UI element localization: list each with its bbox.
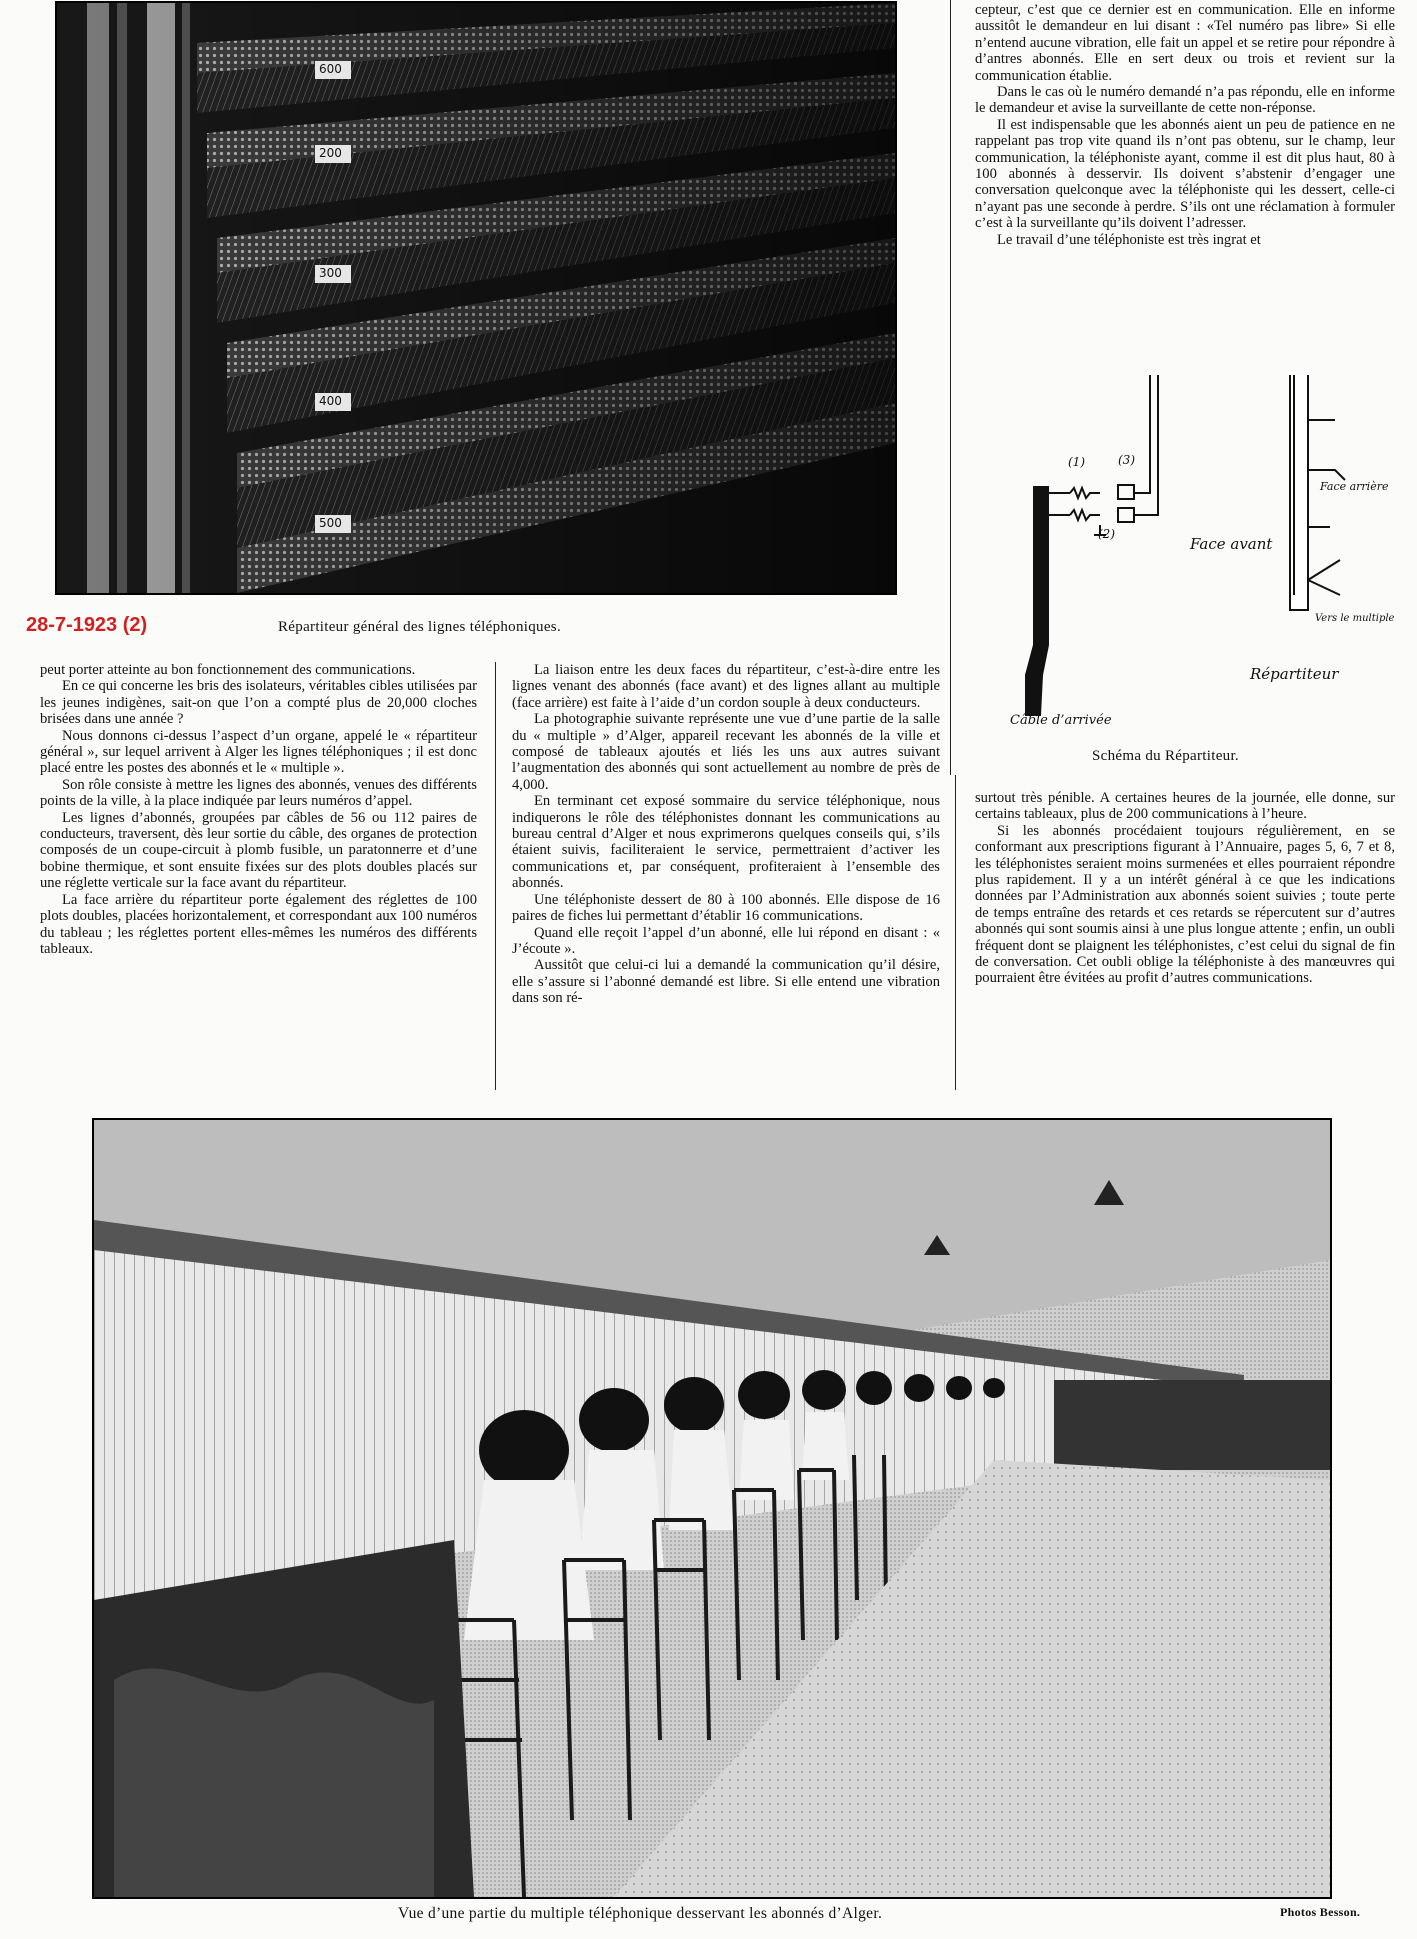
paragraph: Aussitôt que celui-ci lui a demandé la communication qu’il désire, elle s’assure si l’abonné demandé est libre. Si elle entend une vibration dans son ré- — [512, 957, 940, 1007]
text-column-1 — [40, 662, 477, 957]
photo-credit: Photos Besson. — [1280, 1905, 1361, 1919]
diagram-drawing — [990, 375, 1410, 735]
text-column-top-right — [975, 2, 1395, 248]
column-rule — [955, 775, 956, 1090]
diagram-label-1: (1) — [1068, 455, 1085, 469]
plate-label: 400 — [319, 394, 342, 408]
multiple-photo-drawing — [94, 1120, 1330, 1897]
photo-caption: Vue d’une partie du multiple téléphonique desservant les abonnés d’Alger. — [398, 1905, 883, 1922]
paragraph: surtout très pénible. A certaines heures de la journée, elle donne, sur certains tableaux, plus de 200 communications à l’heure. — [975, 790, 1395, 823]
plate-label: 200 — [319, 146, 342, 160]
diagram-label-face-arriere: Face arrière — [1320, 480, 1389, 493]
paragraph: Le travail d’une téléphoniste est très ingrat et — [997, 231, 1261, 248]
paragraph: En ce qui concerne les bris des isolateurs, véritables cibles utilisées par les jeunes indigènes, sait-on que l’on a compté plus de 20,000 cloches brisées dans une année ? — [40, 678, 477, 728]
diagram-label-repartiteur: Répartiteur — [1250, 665, 1339, 683]
diagram-label-face-avant: Face avant — [1190, 535, 1273, 553]
diagram-caption: Schéma du Répartiteur. — [1092, 748, 1239, 764]
paragraph: La liaison entre les deux faces du répartiteur, c’est-à-dire entre les lignes venant des abonnés (face avant) et des lignes allant au multiple (face arrière) est faite à l’aide d’un cordon souple à deux conducteurs. — [512, 662, 940, 711]
repartiteur-photo — [55, 1, 897, 595]
multiple-photo — [92, 1118, 1332, 1899]
date-stamp: 28-7-1923 (2) — [26, 614, 148, 636]
paragraph: Une téléphoniste dessert de 80 à 100 abonnés. Elle dispose de 16 paires de fiches lui permettant d’établir 16 communications. — [512, 891, 940, 925]
paragraph: cepteur, c’est que ce dernier est en communication. Elle en informe aussitôt le demandeur en lui disant : «Tel numéro pas libre» Si elle n’entend aucune vibration, elle fait un appel et se retire pour répondre à d’antres abonnés. Elle en sert deux ou trois et revient sur la communication établie. — [975, 2, 1395, 84]
repartiteur-photo-drawing — [57, 3, 895, 593]
diagram-label-cable: Câble d’arrivée — [1010, 713, 1112, 728]
column-rule — [950, 0, 951, 775]
paragraph: Il est indispensable que les abonnés aient un peu de patience en ne rappelant pas trop vite quand ils n’ont pas obtenu, sur le champ, leur communication, la téléphoniste ayant, comme il est dit plus haut, 80 à 100 abonnés à desservir. Ils doivent s’abstenir d’engager une conversation quelconque avec la téléphoniste qui les dessert, celle-ci n’ayant pas une seconde à perdre. S’ils ont une réclamation à formuler c’est à la surveillante qu’ils doivent l’adresser. — [975, 116, 1395, 232]
repartiteur-diagram — [990, 375, 1410, 735]
paragraph: Les lignes d’abonnés, groupées par câbles de 56 ou 112 paires de conducteurs, traversent, dès leur sortie du câble, des organes de protection composés de un coupe-circuit à plomb fusible, un paratonnerre et d’une bobine thermique, et sont ensuite fixées sur des plots doubles placés sur une réglette verticale sur la face avant du répartiteur. — [40, 809, 477, 892]
plate-label: 600 — [319, 62, 342, 76]
diagram-label-vers-multiple: Vers le multiple — [1315, 613, 1395, 624]
paragraph: Nous donnons ci-dessus l’aspect d’un organe, appelé le « répartiteur général », sur lequel arrivent à Alger les lignes téléphoniques ; il est donc placé entre les postes des abonnés et le « multiple ». — [40, 727, 477, 777]
plate-label: 500 — [319, 516, 342, 530]
paragraph: La face arrière du répartiteur porte également des réglettes de 100 plots doubles, placées horizontalement, et correspondant aux 100 numéros du tableau ; les réglettes portent elles-mêmes les numéros des différents tableaux. — [40, 891, 477, 957]
paragraph: Si les abonnés procédaient toujours régulièrement, en se conformant aux prescriptions figurant à l’Annuaire, pages 5, 6, 7 et 8, les téléphonistes seraient moins surmenées et elles pourraient répondre plus rapidement. Il y a un intérêt général à ce que les indications données par l’Administration aux abonnés soient suivies ; toute perte de temps entraîne des retards et ces retards se répercutent sur d’autres abonnés qui sont soumis ainsi à une plus longue attente ; enfin, un oubli fréquent dont se plaignent les téléphonistes, c’est celui du signal de fin de conversation. Cet oubli oblige la téléphoniste à des manœuvres qui pourraient être évitées au profit d’autres communications. — [975, 822, 1395, 987]
paragraph: La photographie suivante représente une vue d’une partie de la salle du « multiple » d’Alger, appareil recevant les abonnés de la ville et composé de tableaux ajoutés et liés les uns aux autres suivant l’augmentation des abonnés qui sont actuellement au nombre de près de 4,000. — [512, 711, 940, 793]
diagram-label-3: (3) — [1118, 453, 1135, 467]
paragraph: Son rôle consiste à mettre les lignes des abonnés, venues des différents points de la ville, à la place indiquée par leurs numéros d’appel. — [40, 776, 477, 810]
column-rule — [495, 662, 496, 1090]
text-column-3 — [975, 790, 1395, 987]
photo-caption: Répartiteur général des lignes téléphoniques. — [278, 619, 561, 635]
paragraph: En terminant cet exposé sommaire du service téléphonique, nous indiquerons le rôle des téléphonistes donnant les communications au bureau central d’Alger et nous exprimerons quelques conseils qui, s’ils étaient suivis, faciliteraient le service, permettraient d’activer les communications et, par conséquent, profiteraient à l’ensemble des abonnés. — [512, 793, 940, 892]
paragraph: Quand elle reçoit l’appel d’un abonné, elle lui répond en disant : « J’écoute ». — [512, 924, 940, 957]
paragraph: peut porter atteinte au bon fonctionnement des communications. — [40, 662, 416, 678]
paragraph: Dans le cas où le numéro demandé n’a pas répondu, elle en informe le demandeur et avise la surveillante de cette non-réponse. — [975, 84, 1395, 117]
plate-label: 300 — [319, 266, 342, 280]
diagram-label-2: (2) — [1098, 527, 1115, 541]
text-column-2 — [512, 662, 940, 1007]
